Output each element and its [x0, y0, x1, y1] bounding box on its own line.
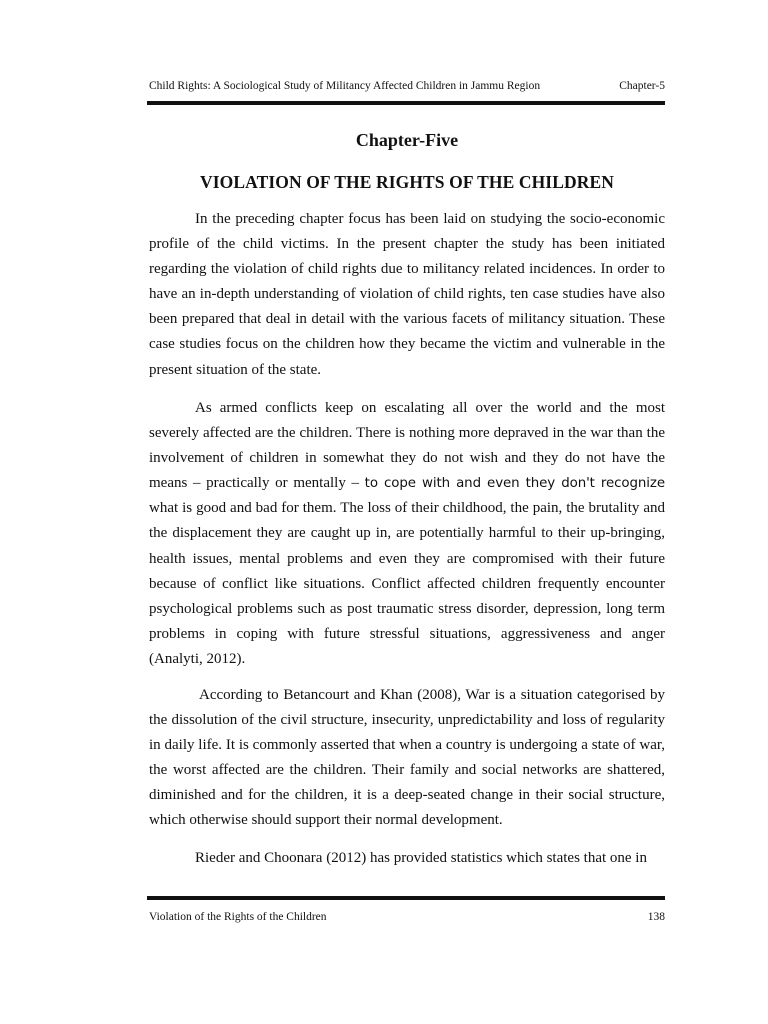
section-title: VIOLATION OF THE RIGHTS OF THE CHILDREN: [200, 172, 614, 192]
footer-rule: [147, 896, 665, 900]
paragraph-2-text-a: As armed conflicts keep on escalating all over the world and the most severely affected are the children. There is nothing more depraved in the war than the involvement of children in somewhat they do not wish and they do not have the means – practically or mentally –: [149, 400, 665, 492]
paragraph-2-text-b: to cope with and even they don't recognize: [364, 476, 665, 492]
paragraph-2: [149, 396, 665, 672]
running-footer: [149, 911, 665, 923]
page-number: 138: [647, 911, 665, 923]
footer-section-title: Violation of the Rights of the Children: [149, 911, 327, 923]
running-header: [149, 80, 665, 98]
paragraph-2-text-c: what is good and bad for them. The loss of their childhood, the pain, the brutality and the displacement they are caught up in, are potentially harmful to their up-bringing, health issues, mental problems and even they are compromised with their future because of conflict like situations. Conflict affected children frequently encounter psychological problems such as post traumatic stress disorder, depression, long term problems in coping with future stressful situations, aggressiveness and anger (Analyti, 2012).: [149, 500, 665, 667]
header-chapter-label: Chapter-5: [619, 80, 665, 92]
paragraph-3: According to Betancourt and Khan (2008), War is a situation categorised by the dissolution of the civil structure, insecurity, unpredictability and loss of regularity in daily life. It is commonly asserted that when a country is undergoing a state of war, the worst affected are the children. Their family and social networks are shattered, diminished and for the children, it is a deep-seated change in their social structure, which otherwise should support their normal development.: [149, 687, 665, 829]
chapter-title: Chapter-Five: [355, 130, 459, 150]
header-rule: [147, 101, 665, 105]
header-book-title: Child Rights: A Sociological Study of Militancy Affected Children in Jammu Region: [149, 80, 541, 92]
paragraph-4: Rieder and Choonara (2012) has provided statistics which states that one in: [195, 850, 647, 866]
paragraph-1: In the preceding chapter focus has been laid on studying the socio-economic profile of the child victims. In the present chapter the study has been initiated regarding the violation of child rights due to militancy related incidences. In order to have an in-depth understanding of violation of child rights, ten case studies have also been prepared that deal in detail with the various facets of militancy situation. These case studies focus on the children how they became the victim and vulnerable in the present situation of the state.: [149, 211, 665, 378]
